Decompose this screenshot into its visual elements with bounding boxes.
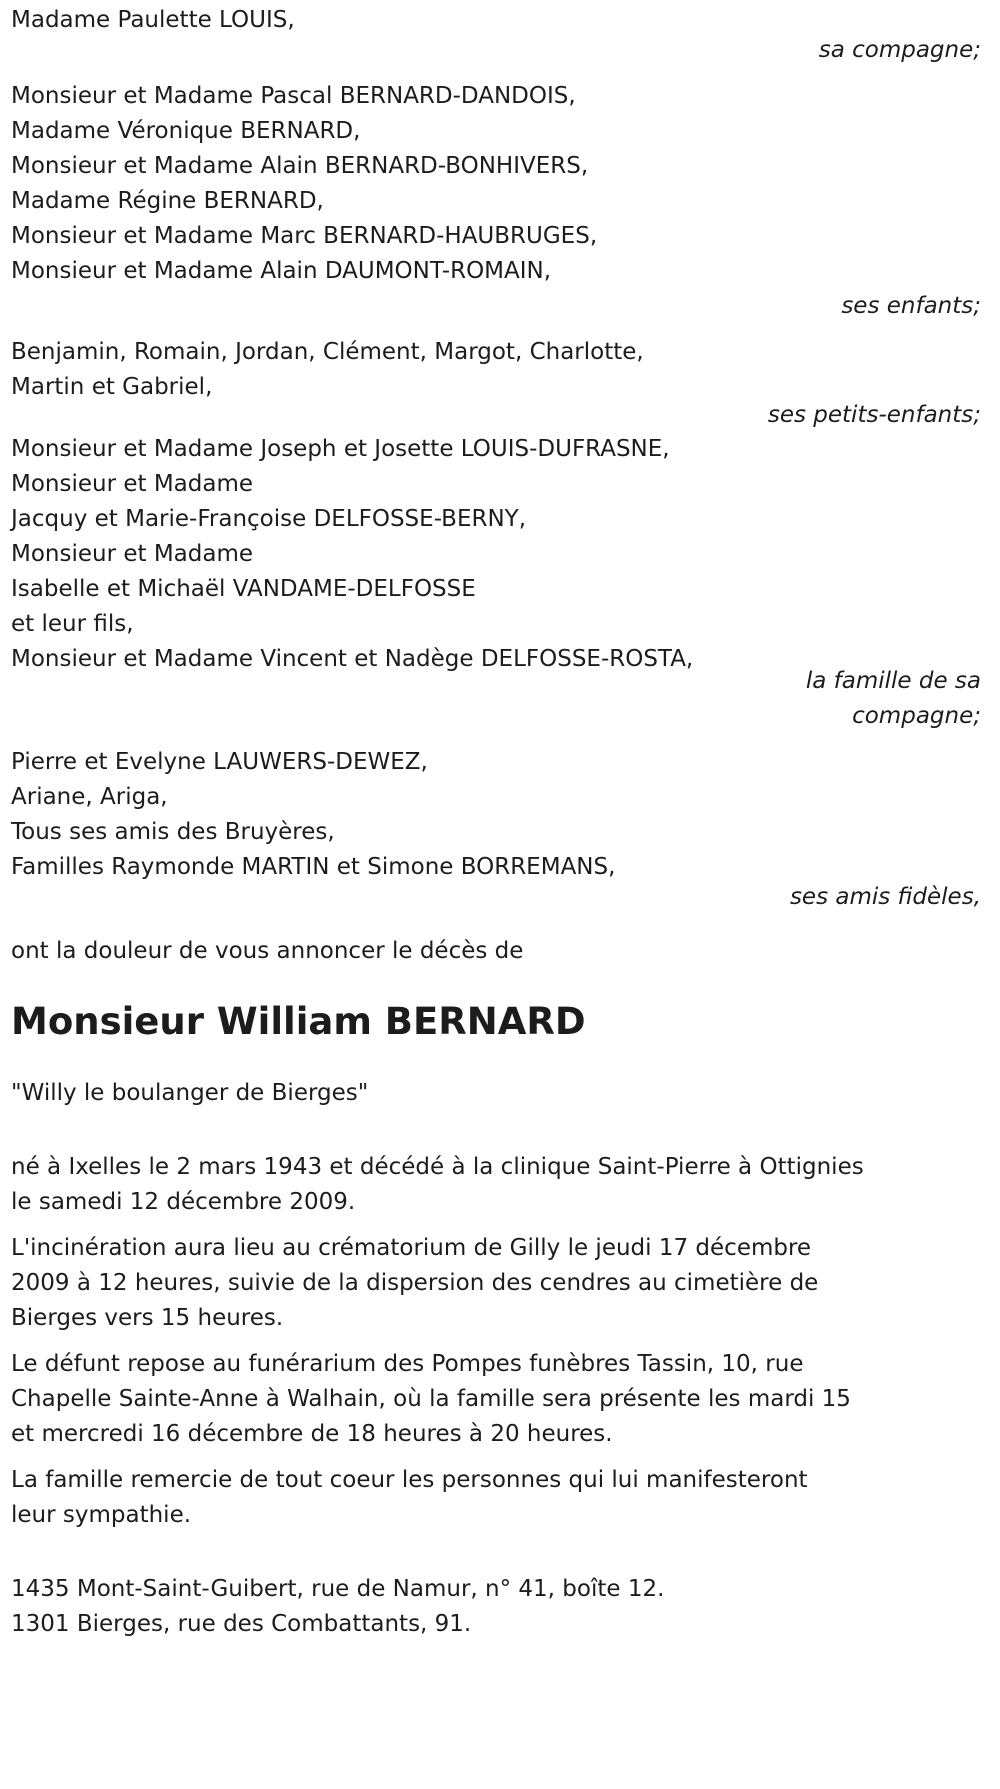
- funeral-home-paragraph: [11, 1344, 989, 1454]
- relation-label: sa compagne;: [818, 37, 981, 63]
- deceased-nickname: "Willy le boulanger de Bierges": [11, 1080, 369, 1106]
- relation-label: compagne;: [852, 703, 981, 729]
- address-line: 1435 Mont-Saint-Guibert, rue de Namur, n° 41, boîte 12.: [11, 1576, 665, 1602]
- family-line: Monsieur et Madame: [11, 541, 254, 567]
- paragraph-line: L'incinération aura lieu au crématorium de Gilly le jeudi 17 décembre: [11, 1235, 812, 1261]
- relation-label: la famille de sa: [805, 668, 981, 694]
- family-group-grandchildren: [11, 332, 989, 435]
- family-line: et leur fils,: [11, 611, 134, 637]
- relation-label: ses petits-enfants;: [767, 402, 981, 428]
- family-line: Madame Véronique BERNARD,: [11, 118, 361, 144]
- family-line: Isabelle et Michaël VANDAME-DELFOSSE: [11, 576, 476, 602]
- relation-label: ses enfants;: [841, 293, 981, 319]
- family-group-companion-family: [11, 429, 989, 736]
- family-line: Madame Paulette LOUIS,: [11, 7, 295, 33]
- family-line: Familles Raymonde MARTIN et Simone BORREMANS,: [11, 854, 616, 880]
- family-line: Ariane, Ariga,: [11, 784, 168, 810]
- family-group-children: [11, 76, 989, 326]
- paragraph-line: et mercredi 16 décembre de 18 heures à 20 heures.: [11, 1421, 613, 1447]
- birth-death-paragraph: [11, 1147, 989, 1222]
- family-line: Monsieur et Madame Alain DAUMONT-ROMAIN,: [11, 258, 552, 284]
- paragraph-line: leur sympathie.: [11, 1502, 192, 1528]
- paragraph-line: Bierges vers 15 heures.: [11, 1305, 284, 1331]
- deceased-name: Monsieur William BERNARD: [11, 1000, 586, 1043]
- paragraph-line: 2009 à 12 heures, suivie de la dispersion des cendres au cimetière de: [11, 1270, 819, 1296]
- family-line: Jacquy et Marie-Françoise DELFOSSE-BERNY,: [11, 506, 527, 532]
- address-line: 1301 Bierges, rue des Combattants, 91.: [11, 1611, 472, 1637]
- family-line: Benjamin, Romain, Jordan, Clément, Margot, Charlotte,: [11, 339, 644, 365]
- family-group-friends: [11, 742, 989, 917]
- paragraph-line: La famille remercie de tout coeur les personnes qui lui manifesteront: [11, 1467, 808, 1493]
- cremation-paragraph: [11, 1228, 989, 1338]
- paragraph-line: le samedi 12 décembre 2009.: [11, 1189, 356, 1215]
- family-line: Tous ses amis des Bruyères,: [11, 819, 335, 845]
- paragraph-line: Le défunt repose au funérarium des Pompes funèbres Tassin, 10, rue: [11, 1351, 804, 1377]
- family-line: Pierre et Evelyne LAUWERS-DEWEZ,: [11, 749, 428, 775]
- family-line: Monsieur et Madame: [11, 471, 254, 497]
- family-line: Monsieur et Madame Joseph et Josette LOUIS-DUFRASNE,: [11, 436, 670, 462]
- family-line: Monsieur et Madame Alain BERNARD-BONHIVERS,: [11, 153, 589, 179]
- family-line: Monsieur et Madame Vincent et Nadège DELFOSSE-ROSTA,: [11, 646, 694, 672]
- paragraph-line: Chapelle Sainte-Anne à Walhain, où la famille sera présente les mardi 15: [11, 1386, 851, 1412]
- thanks-paragraph: [11, 1460, 989, 1535]
- family-line: Monsieur et Madame Marc BERNARD-HAUBRUGES,: [11, 223, 598, 249]
- relation-label: ses amis fidèles,: [789, 884, 981, 910]
- announcement-text: ont la douleur de vous annoncer le décès de: [11, 938, 524, 964]
- paragraph-line: né à Ixelles le 2 mars 1943 et décédé à la clinique Saint-Pierre à Ottignies: [11, 1154, 864, 1180]
- family-line: Madame Régine BERNARD,: [11, 188, 324, 214]
- family-line: Monsieur et Madame Pascal BERNARD-DANDOIS,: [11, 83, 576, 109]
- addresses: [11, 1569, 989, 1644]
- family-group-companion: [11, 0, 989, 70]
- family-line: Martin et Gabriel,: [11, 374, 213, 400]
